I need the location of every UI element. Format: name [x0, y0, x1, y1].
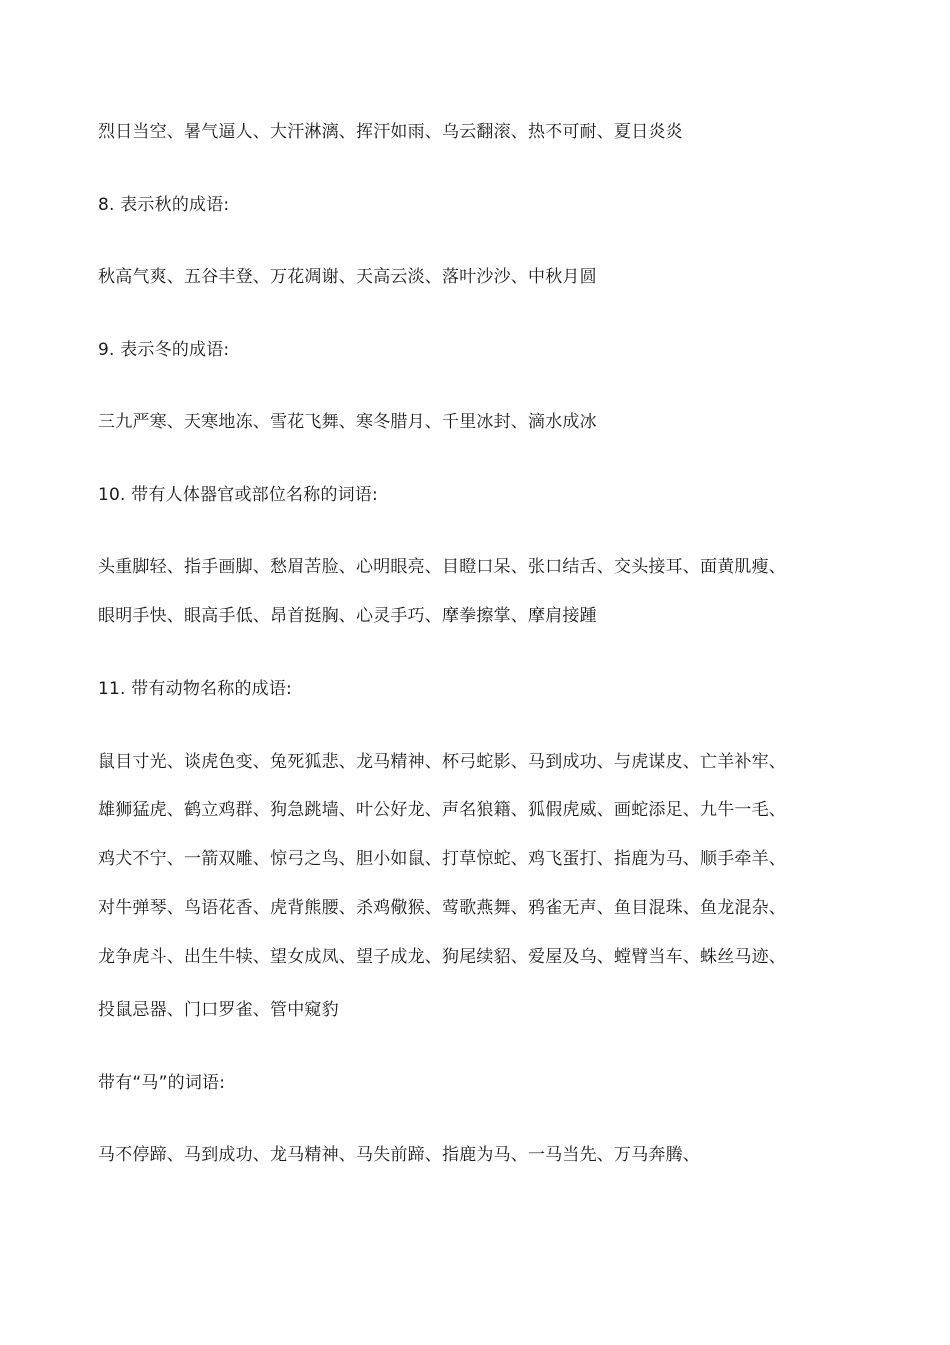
- animal-idioms-line-1: 鼠目寸光、谈虎色变、兔死狐悲、龙马精神、杯弓蛇影、马到成功、与虎谋皮、亡羊补牢、: [98, 752, 786, 772]
- animal-idioms-line-6: 投鼠忌器、门口罗雀、管中窥豹: [98, 1000, 339, 1020]
- body-idioms-line-2: 眼明手快、眼高手低、昂首挺胸、心灵手巧、摩拳擦掌、摩肩接踵: [98, 606, 597, 626]
- summer-idioms-line: 烈日当空、暑气逼人、大汗淋漓、挥汗如雨、乌云翻滚、热不可耐、夏日炎炎: [98, 122, 683, 142]
- animal-idioms-line-2: 雄狮猛虎、鹤立鸡群、狗急跳墙、叶公好龙、声名狼籍、狐假虎威、画蛇添足、九牛一毛、: [98, 800, 786, 820]
- animal-idioms-line-4: 对牛弹琴、鸟语花香、虎背熊腰、杀鸡儆猴、莺歌燕舞、鸦雀无声、鱼目混珠、鱼龙混杂、: [98, 898, 786, 918]
- autumn-idioms-line: 秋高气爽、五谷丰登、万花凋谢、天高云淡、落叶沙沙、中秋月圆: [98, 267, 597, 287]
- heading-autumn: 8. 表示秋的成语:: [98, 195, 230, 215]
- animal-idioms-line-5: 龙争虎斗、出生牛犊、望女成凤、望子成龙、狗尾续貂、爱屋及乌、螳臂当车、蛛丝马迹、: [98, 947, 786, 967]
- heading-horse: 带有“马”的词语:: [98, 1073, 226, 1093]
- horse-idioms-line: 马不停蹄、马到成功、龙马精神、马失前蹄、指鹿为马、一马当先、万马奔腾、: [98, 1145, 700, 1165]
- animal-idioms-line-3: 鸡犬不宁、一箭双雕、惊弓之鸟、胆小如鼠、打草惊蛇、鸡飞蛋打、指鹿为马、顺手牵羊、: [98, 849, 786, 869]
- heading-animals: 11. 带有动物名称的成语:: [98, 679, 292, 699]
- winter-idioms-line: 三九严寒、天寒地冻、雪花飞舞、寒冬腊月、千里冰封、滴水成冰: [98, 412, 597, 432]
- heading-body-parts: 10. 带有人体器官或部位名称的词语:: [98, 485, 378, 505]
- heading-winter: 9. 表示冬的成语:: [98, 340, 230, 360]
- body-idioms-line-1: 头重脚轻、指手画脚、愁眉苦脸、心明眼亮、目瞪口呆、张口结舌、交头接耳、面黄肌瘦、: [98, 557, 786, 577]
